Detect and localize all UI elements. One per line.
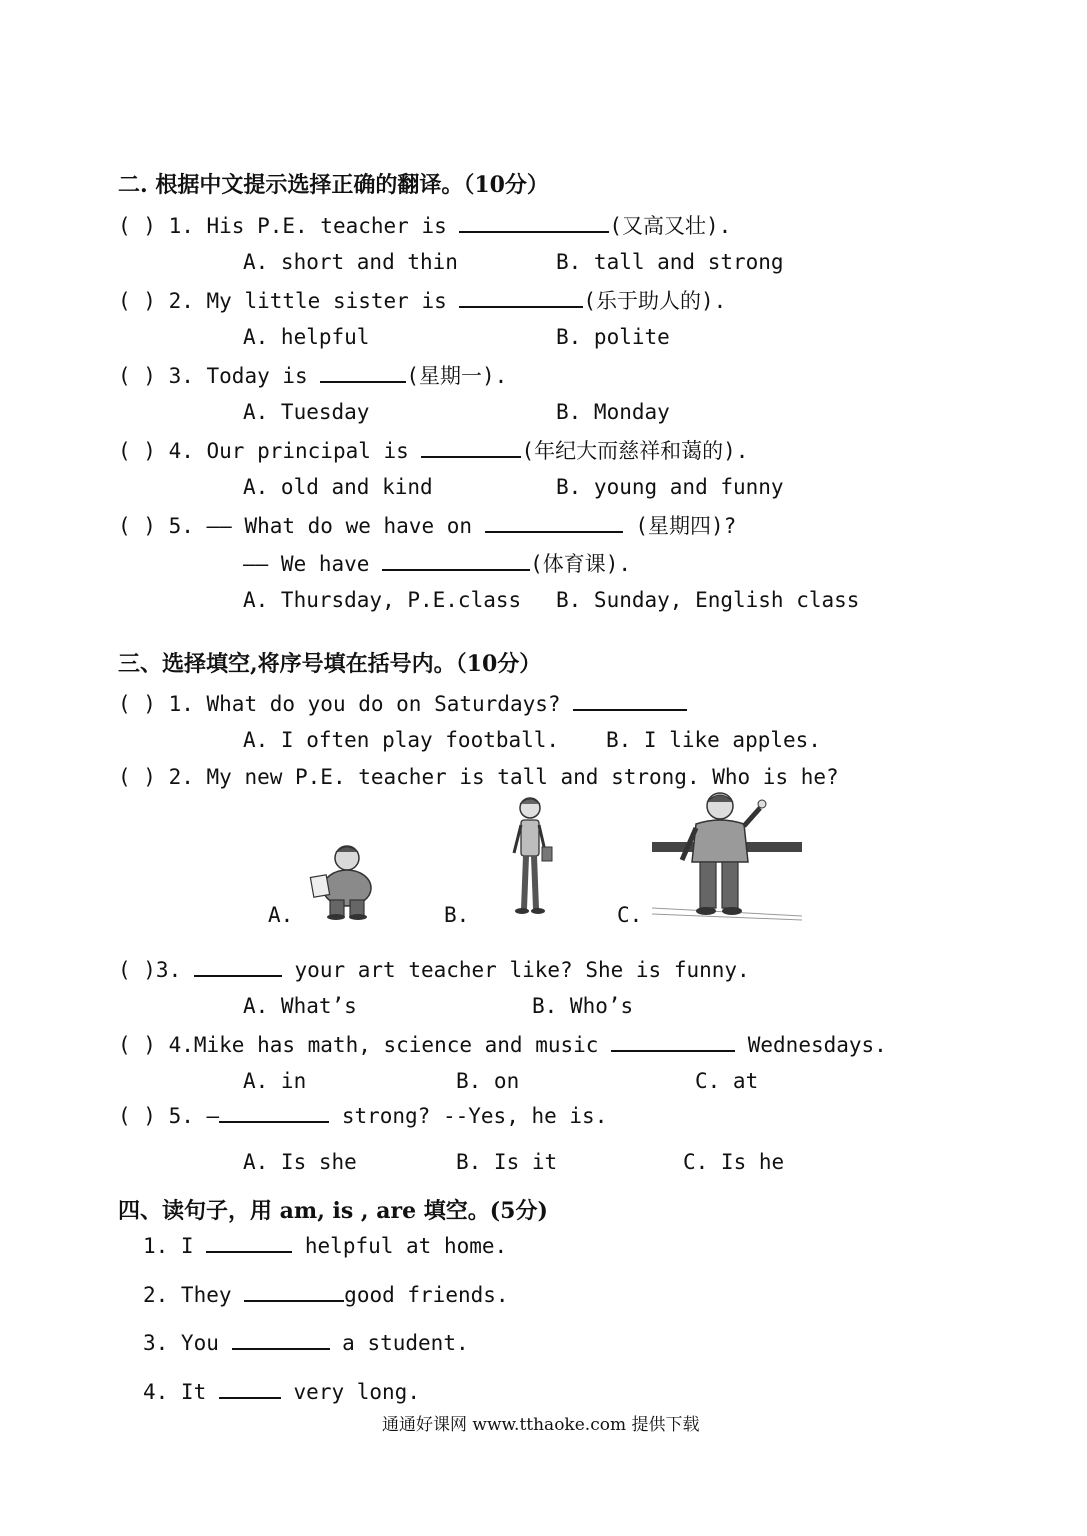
s2-q4 [118, 436, 748, 464]
question-text: —— We have [243, 552, 370, 576]
question-text: —— What do we have on [206, 514, 473, 538]
s3-q5-option-a: A. Is she [243, 1150, 357, 1174]
s2-q3 [118, 361, 507, 389]
question-number: ( ) 3. [118, 364, 194, 388]
s2-q2 [118, 286, 726, 314]
question-text: your art teacher like? She is funny. [294, 958, 750, 982]
s2-q5-option-a: A. Thursday, P.E.class [243, 588, 522, 612]
question-text: Mike has math, science and music [193, 1033, 599, 1057]
dash: — [206, 1104, 220, 1128]
s2-q2-option-a: A. helpful [243, 325, 370, 349]
figure-b-tall-thin-person [500, 795, 560, 917]
question-text: His P.E. teacher is [206, 214, 447, 238]
s3-q3 [118, 955, 750, 983]
figure-a-short-person [306, 842, 388, 920]
question-text: 3. You [143, 1331, 219, 1355]
question-hint: (星期四)? [635, 514, 737, 538]
question-number: ( ) 4. [118, 1033, 194, 1057]
question-text-end: very long. [293, 1380, 420, 1404]
page-footer: 通通好课网 www.tthaoke.com 提供下载 [382, 1415, 700, 1435]
s2-q1 [118, 211, 731, 239]
s3-q3-option-b: B. Who’s [532, 994, 634, 1018]
question-text: 4. It [143, 1380, 207, 1404]
question-number: ( ) 1. [118, 692, 194, 716]
question-text-end: Wednesdays. [747, 1033, 887, 1057]
answer-blank [573, 689, 687, 711]
answer-blank [485, 511, 623, 533]
s3-q1-option-a: A. I often play football. [243, 728, 560, 752]
s2-q3-option-a: A. Tuesday [243, 400, 370, 424]
question-number: ( )3. [118, 958, 182, 982]
answer-blank [244, 1280, 344, 1302]
answer-blank [459, 286, 583, 308]
s2-q4-option-a: A. old and kind [243, 475, 433, 499]
s3-q1-option-b: B. I like apples. [606, 728, 821, 752]
question-number: ( ) 2. [118, 765, 194, 789]
s2-q5 [118, 511, 736, 539]
question-text-end: a student. [342, 1331, 469, 1355]
s2-q1-option-b: B. tall and strong [556, 250, 784, 274]
question-number: ( ) 5. [118, 514, 194, 538]
s2-q1-option-a: A. short and thin [243, 250, 458, 274]
question-text: My new P.E. teacher is tall and strong. Who is he? [206, 765, 839, 789]
s3-q5-option-c: C. Is he [683, 1150, 785, 1174]
answer-blank [459, 211, 609, 233]
s4-q2 [143, 1280, 509, 1308]
figure-c-tall-strong-person [652, 790, 802, 922]
s3-q4 [118, 1030, 887, 1058]
answer-blank [421, 436, 521, 458]
question-number: ( ) 1. [118, 214, 194, 238]
s3-q4-option-b: B. on [456, 1069, 520, 1093]
answer-blank [206, 1231, 292, 1253]
answer-blank [611, 1030, 735, 1052]
question-number: ( ) 4. [118, 439, 194, 463]
s2-q4-option-b: B. young and funny [556, 475, 784, 499]
answer-blank [382, 549, 530, 571]
s4-q3 [143, 1328, 469, 1356]
question-text: 1. I [143, 1234, 194, 1258]
question-text-end: helpful at home. [304, 1234, 508, 1258]
question-text: What do you do on Saturdays? [206, 692, 561, 716]
question-hint: (又高又壮). [609, 214, 732, 238]
question-number: ( ) 2. [118, 289, 194, 313]
section-4-title: 四、读句子，用 am, is , are 填空。(5分) [118, 1198, 548, 1224]
answer-blank [219, 1101, 329, 1123]
answer-blank [194, 955, 282, 977]
s3-q2 [118, 764, 839, 790]
question-hint: (体育课). [530, 552, 632, 576]
answer-blank [219, 1377, 281, 1399]
question-number: ( ) 5. [118, 1104, 194, 1128]
question-hint: (乐于助人的). [583, 289, 727, 313]
question-text: Today is [206, 364, 308, 388]
s4-q1 [143, 1231, 507, 1259]
s3-q5-option-b: B. Is it [456, 1150, 558, 1174]
section-2-title: 二. 根据中文提示选择正确的翻译。（10分） [118, 172, 549, 198]
s3-q5 [118, 1101, 607, 1129]
answer-blank [320, 361, 406, 383]
s3-q2-option-b: B. [444, 903, 470, 927]
question-text: My little sister is [206, 289, 447, 313]
s2-q5-option-b: B. Sunday, English class [556, 588, 860, 612]
s3-q3-option-a: A. What’s [243, 994, 357, 1018]
section-3-title: 三、选择填空,将序号填在括号内。（10分） [118, 651, 542, 677]
s3-q2-option-c: C. [617, 903, 643, 927]
question-text: 2. They [143, 1283, 232, 1307]
question-hint: (星期一). [406, 364, 508, 388]
s2-q2-option-b: B. polite [556, 325, 670, 349]
s2-q3-option-b: B. Monday [556, 400, 670, 424]
s3-q4-option-a: A. in [243, 1069, 307, 1093]
s3-q4-option-c: C. at [695, 1069, 759, 1093]
s3-q1 [118, 689, 687, 717]
answer-blank [232, 1328, 330, 1350]
s3-q2-option-a: A. [268, 903, 294, 927]
s4-q4 [143, 1377, 420, 1405]
question-text: strong? --Yes, he is. [341, 1104, 608, 1128]
s2-q5-line2 [243, 549, 631, 577]
question-text-end: good friends. [344, 1283, 509, 1307]
question-hint: (年纪大而慈祥和蔼的). [521, 439, 749, 463]
question-text: Our principal is [206, 439, 409, 463]
